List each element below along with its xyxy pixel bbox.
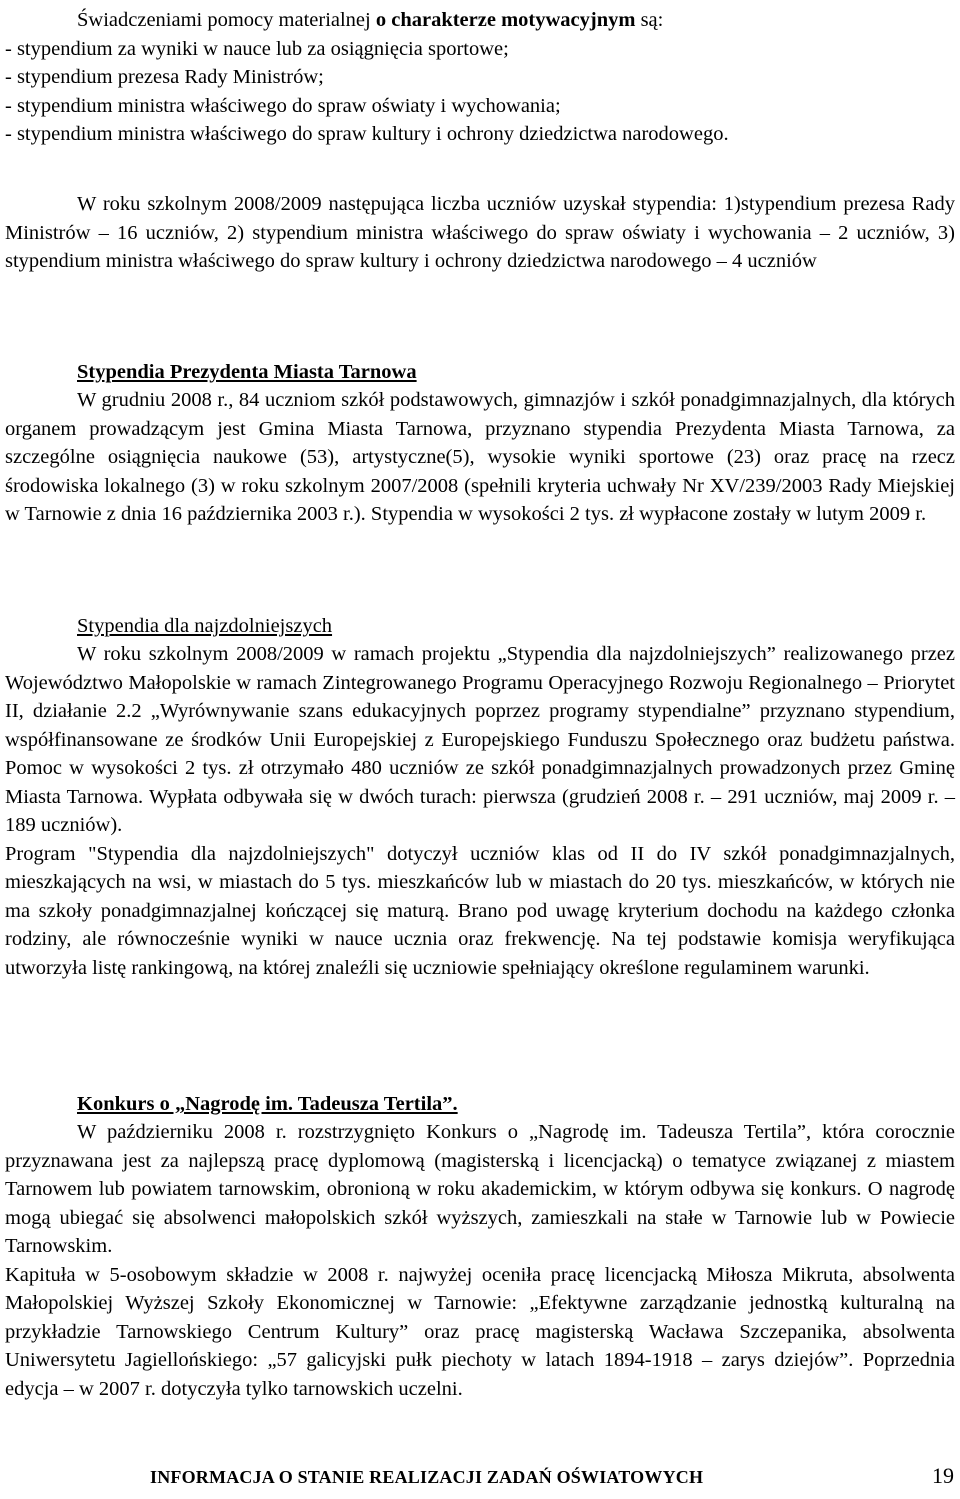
gifted-scholarships-text xyxy=(5,640,955,982)
section-heading-tertil-award: Konkurs o „Nagrodę im. Tadeusza Tertila”. xyxy=(77,1093,458,1115)
section-heading-gifted-scholarships: Stypendia dla najzdolniejszych xyxy=(77,615,333,637)
page-footer-title: INFORMACJA O STANIE REALIZACJI ZADAŃ OŚWIATOWYCH xyxy=(150,1467,704,1487)
intro-lead-text: Świadczeniami pomocy materialnej xyxy=(77,9,376,31)
stats-paragraph xyxy=(5,190,955,276)
page-number: 19 xyxy=(932,1463,954,1488)
intro-lead-bold: o charakterze motywacyjnym xyxy=(375,9,636,31)
list-item: - stypendium za wyniki w nauce lub za osiągnięcia sportowe; xyxy=(5,37,509,60)
tertil-award-paragraph-2: Kapituła w 5-osobowym składzie w 2008 r. najwyżej oceniła pracę licencjacką Miłosza Mikruta, absolwenta Małopolskiej Wyższej Szkoły Ekonomicznej w Tarnowie: „Efektywne zarządzanie jednostką kulturalną na przykładzie Tarnowskiego Centrum Kultury” oraz pracę magisterską Wacława Szczepanika, absolwenta Uniwersytetu Jagiellońskiego: „57 galicyjski pułk piechoty w latach 1894-1918 – zarys dziejów”. Poprzednia edycja – w 2007 r. dotyczyła tylko tarnowskich uczelni. xyxy=(5,1263,955,1400)
tertil-award-text xyxy=(5,1118,955,1403)
stats-paragraph-text: W roku szkolnym 2008/2009 następująca liczba uczniów uzyskał stypendia: 1)stypendium prezesa Rady Ministrów – 16 uczniów, 2) stypendium ministra właściwego do spraw oświaty i wychowania – 2 uczniów, 3) stypendium ministra właściwego do spraw kultury i ochrony dziedzictwa narodowego – 4 uczniów xyxy=(5,193,955,272)
intro-lead-tail: są: xyxy=(635,9,664,31)
gifted-scholarships-paragraph-2: Program "Stypendia dla najzdolniejszych" dotyczył uczniów klas od II do IV szkół ponadgimnazjalnych, mieszkających na wsi, w miastach do 5 tys. mieszkańców lub w miastach do 20 tys. mieszkańców, w których nie ma szkoły ponadgimnazjalnej kończącej się maturą. Brano pod uwagę kryterium dochodu na każdego członka rodziny, ale równocześnie wyniki w nauce ucznia oraz frekwencję. Na tej podstawie komisja weryfikująca utworzyła listę rankingową, na której znaleźli się uczniowie spełniający określone regulaminem warunki. xyxy=(5,842,955,979)
list-item: - stypendium prezesa Rady Ministrów; xyxy=(5,66,324,88)
list-item: - stypendium ministra właściwego do spraw oświaty i wychowania; xyxy=(5,94,561,117)
gifted-scholarships-paragraph-1: W roku szkolnym 2008/2009 w ramach projektu „Stypendia dla najzdolniejszych” realizowanego przez Województwo Małopolskie w ramach Zintegrowanego Programu Operacyjnego Rozwoju Regionalnego – Priorytet II, działanie 2.2 „Wyrównywanie szans edukacyjnych poprzez programy stypendialne” przyznano stypendium, współfinansowane ze środków Unii Europejskiej z Europejskiego Funduszu Społecznego oraz budżetu państwa. Pomoc w wysokości 2 tys. zł otrzymało 480 uczniów ze szkół ponadgimnazjalnych prowadzonych przez Gminę Miasta Tarnowa. Wypłata odbywała się w dwóch turach: pierwsza (grudzień 2008 r. – 291 uczniów, maj 2009 r. – 189 uczniów). xyxy=(5,643,955,836)
president-scholarships-text xyxy=(5,386,955,529)
president-scholarships-paragraph: W grudniu 2008 r., 84 uczniom szkół podstawowych, gimnazjów i szkół ponadgimnazjalnych, dla których organem prowadzącym jest Gmina Miasta Tarnowa, przyznano stypendia Prezydenta Miasta Tarnowa, za szczególne osiągnięcia naukowe (53), artystyczne(5), wysokie wyniki sportowe (23) oraz pracę na rzecz środowiska lokalnego (3) w roku szkolnym 2007/2008 (spełnili kryteria uchwały Nr XV/239/2003 Rady Miejskiej w Tarnowie z dnia 16 października 2003 r.). Stypendia w wysokości 2 tys. zł wypłacone zostały w lutym 2009 r. xyxy=(5,389,955,525)
intro-lead xyxy=(5,6,955,35)
tertil-award-paragraph-1: W październiku 2008 r. rozstrzygnięto Konkurs o „Nagrodę im. Tadeusza Tertila”, która corocznie przyznawana jest za najlepszą pracę dyplomową (magisterską i licencjacką) o tematyce związanej z miastem Tarnowem lub powiatem tarnowskim, obronioną w roku akademickim, w którym odbywa się konkurs. O nagrodę mogą ubiegać się absolwenci małopolskich szkół wyższych, zamieszkali na stałe w Tarnowie lub w Powiecie Tarnowskim. xyxy=(5,1121,955,1257)
intro-list xyxy=(5,6,955,149)
section-heading-president-scholarships: Stypendia Prezydenta Miasta Tarnowa xyxy=(77,361,417,383)
list-item: - stypendium ministra właściwego do spraw kultury i ochrony dziedzictwa narodowego. xyxy=(5,123,729,145)
